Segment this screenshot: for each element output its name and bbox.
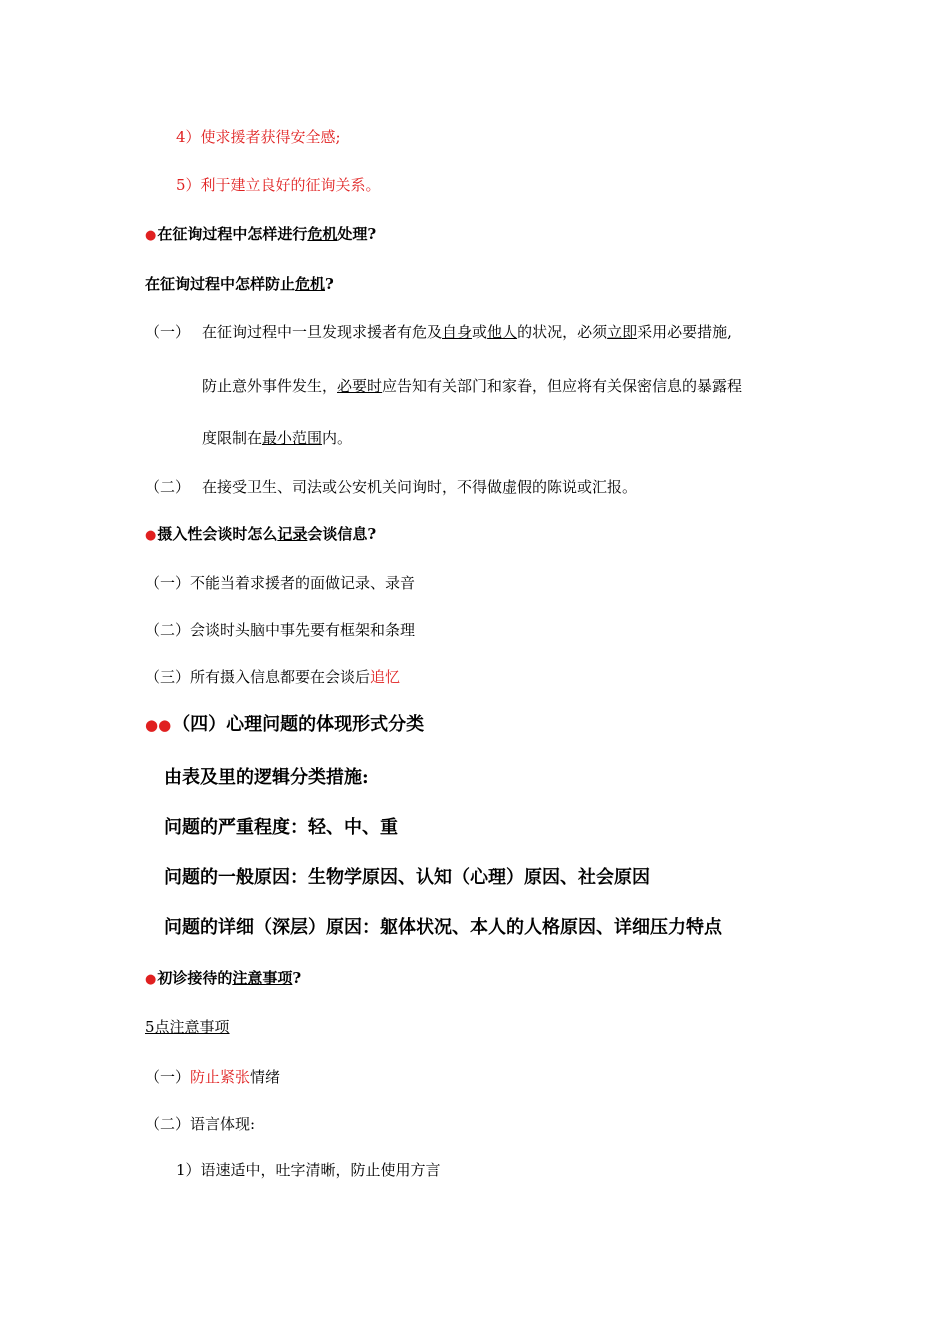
section-heading: ●●（四）心理问题的体现形式分类	[145, 714, 425, 735]
point-2: （二）语言体现:	[145, 1115, 256, 1133]
record-item-2: （二）会谈时头脑中事先要有框架和条理	[145, 621, 416, 639]
question-crisis-handling: ●在征询过程中怎样进行危机处理?	[145, 225, 377, 243]
list-item-5: 5）利于建立良好的征询关系。	[176, 176, 381, 194]
record-item-1: （一）不能当着求援者的面做记录、录音	[145, 574, 416, 592]
bullet-icon: ●	[145, 972, 157, 987]
clause-1-line-2: 防止意外事件发生，必要时应告知有关部门和家眷，但应将有关保密信息的暴露程	[202, 377, 743, 395]
bullet-icon: ●	[145, 528, 157, 543]
clause-1-line-3: 度限制在最小范围内。	[202, 429, 353, 447]
clause-2: （二） 在接受卫生、司法或公安机关问询时，不得做虚假的陈说或汇报。	[145, 478, 638, 496]
classification-line-4: 问题的详细（深层）原因：躯体状况、本人的人格原因、详细压力特点	[164, 917, 722, 938]
point-2-sub-1: 1）语速适中，吐字清晰，防止使用方言	[176, 1161, 441, 1179]
classification-line-2: 问题的严重程度：轻、中、重	[164, 817, 398, 838]
five-points-heading: 5点注意事项	[145, 1018, 230, 1036]
bullet-icon: ●●	[145, 716, 172, 734]
question-recording: ●摄入性会谈时怎么记录会谈信息?	[145, 525, 377, 543]
record-item-3: （三）所有摄入信息都要在会谈后追忆	[145, 668, 401, 686]
list-item-4: 4）使求援者获得安全感;	[176, 128, 341, 146]
bullet-icon: ●	[145, 228, 157, 243]
question-first-visit: ●初诊接待的注意事项?	[145, 969, 302, 987]
point-1: （一）防止紧张情绪	[145, 1068, 281, 1086]
classification-line-3: 问题的一般原因：生物学原因、认知（心理）原因、社会原因	[164, 867, 650, 888]
question-crisis-prevention: 在征询过程中怎样防止危机?	[145, 275, 334, 293]
clause-1-line-1: （一） 在征询过程中一旦发现求援者有危及自身或他人的状况，必须立即采用必要措施,	[145, 323, 732, 341]
classification-line-1: 由表及里的逻辑分类措施:	[164, 767, 369, 788]
